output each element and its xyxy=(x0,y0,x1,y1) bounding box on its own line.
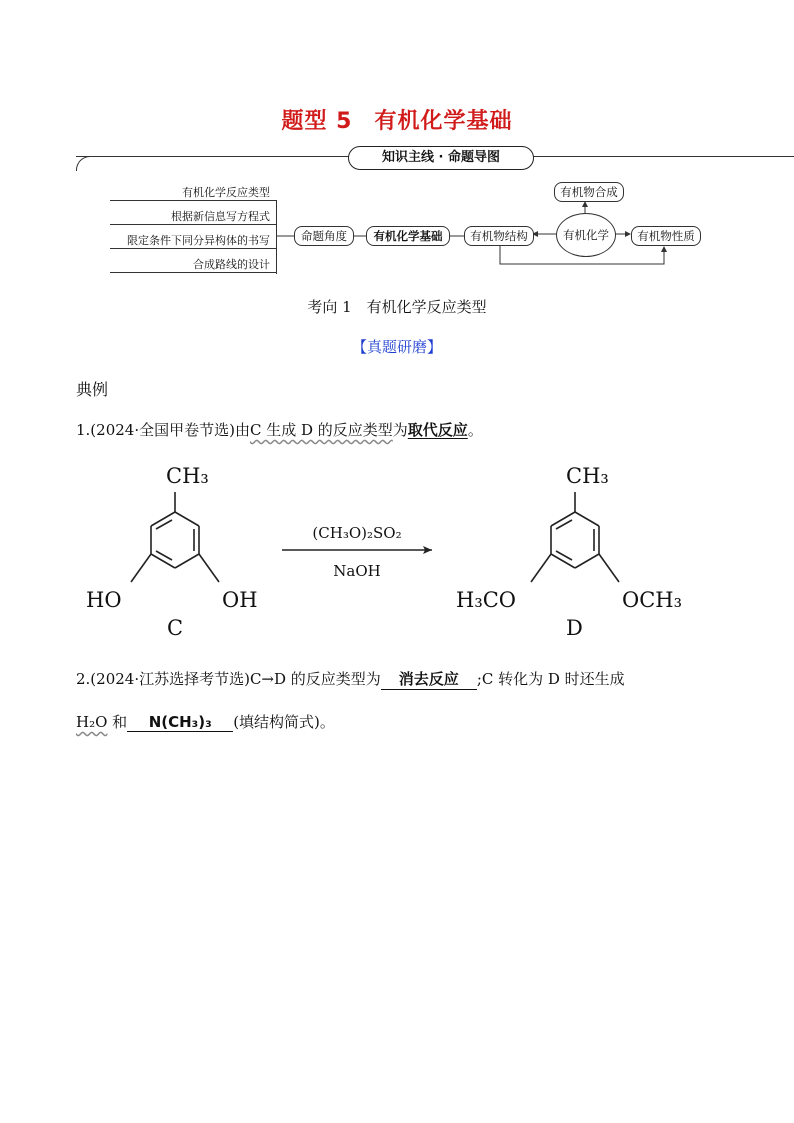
banner-label: 知识主线 · 命题导图 xyxy=(348,146,534,170)
q1-suffix: 。 xyxy=(467,421,483,439)
node-synthesis: 有机物合成 xyxy=(554,182,624,202)
q2-suffix: (填结构简式)。 xyxy=(233,713,335,731)
q2-answer-1: 消去反应 xyxy=(398,670,459,688)
example-label: 典例 xyxy=(76,380,109,399)
section-title: 考向 1 有机化学反应类型 xyxy=(307,298,487,316)
node-angle: 命题角度 xyxy=(294,226,354,246)
q2-answer-2: N(CH₃)₃ xyxy=(148,713,212,731)
section-subtitle: 【真题研磨】 xyxy=(351,338,442,356)
q2-mid: ;C 转化为 D 时还生成 xyxy=(476,670,625,688)
node-center: 有机化学 xyxy=(556,213,616,257)
q2-blank-1 xyxy=(381,668,477,690)
q2-prefix: 2.(2024·江苏选择考节选)C→D 的反应类型为 xyxy=(76,670,381,688)
c-right-label: OH xyxy=(222,588,258,612)
reagent-top: (CH₃O)₂SO₂ xyxy=(312,524,402,542)
node-property: 有机物性质 xyxy=(631,226,701,246)
title-main: 有机化学基础 xyxy=(374,109,513,134)
ring-d xyxy=(531,492,619,582)
q1-wavy-text: C 生成 D 的反应类型 xyxy=(249,421,393,439)
q1-mid: 为 xyxy=(392,421,408,439)
q1-answer: 取代反应 xyxy=(407,421,468,439)
map-item-synthesis-route: 合成路线的设计 xyxy=(193,258,270,271)
map-item-reaction-type: 有机化学反应类型 xyxy=(182,186,270,199)
question-2-line-2 xyxy=(76,711,335,732)
c-methyl-label: CH₃ xyxy=(166,464,209,488)
ring-c xyxy=(131,492,219,582)
title-prefix: 题型 5 xyxy=(281,109,353,134)
reaction-bonds xyxy=(0,460,794,650)
q1-prefix: 1.(2024·全国甲卷节选)由 xyxy=(76,421,250,439)
question-1 xyxy=(76,419,483,440)
map-connectors xyxy=(0,0,794,300)
c-left-label: HO xyxy=(86,588,122,612)
map-item-isomer: 限定条件下同分异构体的书写 xyxy=(127,234,270,247)
d-left-label: H₃CO xyxy=(456,588,517,612)
compound-d-name: D xyxy=(566,616,583,640)
compound-c-name: C xyxy=(167,616,184,640)
d-methyl-label: CH₃ xyxy=(566,464,609,488)
reagent-bottom: NaOH xyxy=(333,562,381,580)
q2-blank-2 xyxy=(127,713,233,732)
node-structure: 有机物结构 xyxy=(464,226,534,246)
q2-wavy-text: H₂O xyxy=(76,713,108,731)
map-item-equation: 根据新信息写方程式 xyxy=(171,210,270,223)
d-right-label: OCH₃ xyxy=(622,588,683,612)
node-basis: 有机化学基础 xyxy=(366,226,450,246)
question-2 xyxy=(76,668,625,690)
q2-line2-mid: 和 xyxy=(107,713,128,731)
